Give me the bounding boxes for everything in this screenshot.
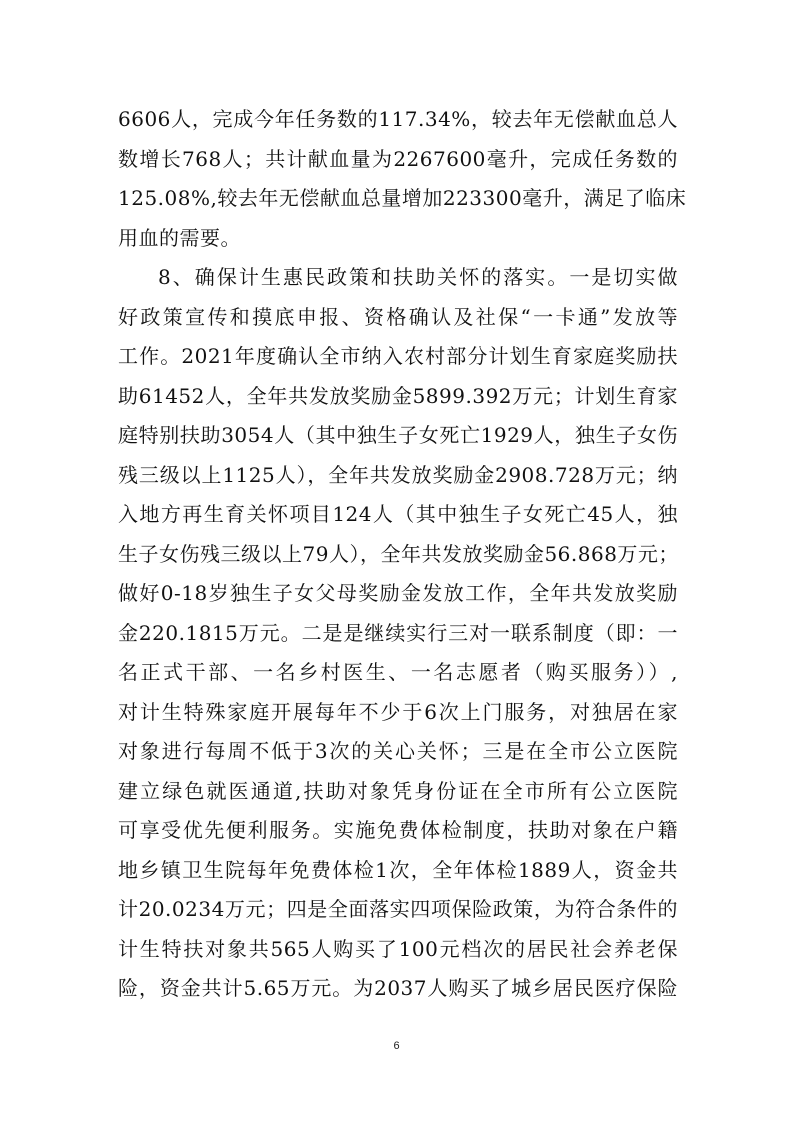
text-line: 好政策宣传和摸底申报、资格确认及社保“一卡通”发放等 xyxy=(118,304,678,329)
text-line: 金220.1815万元。二是是继续实行三对一联系制度（即：一 xyxy=(118,620,678,645)
text-line: 生子女伤残三级以上79人），全年共发放奖励金56.868万元； xyxy=(118,541,679,566)
text-line: 计20.0234万元；四是全面落实四项保险政策，为符合条件的 xyxy=(118,897,678,921)
text-line: 入地方再生育关怀项目124人（其中独生子女死亡45人，独 xyxy=(118,502,678,526)
text-line: 6606人，完成今年任务数的117.34%，较去年无偿献血总人 xyxy=(118,107,678,131)
text-line: 庭特别扶助3054人（其中独生子女死亡1929人，独生子女伤 xyxy=(118,423,678,447)
text-line: 做好0-18岁独生子女父母奖励金发放工作，全年共发放奖励 xyxy=(118,581,678,605)
body-text xyxy=(118,100,687,1009)
text-line: 可享受优先便利服务。实施免费体检制度，扶助对象在户籍 xyxy=(118,818,678,842)
text-line: 对计生特殊家庭开展每年不少于6次上门服务，对独居在家 xyxy=(118,699,678,724)
text-line: 地乡镇卫生院每年免费体检1次，全年体检1889人，资金共 xyxy=(118,857,678,882)
page-number: 6 xyxy=(393,1040,400,1052)
text-line: 建立绿色就医通道,扶助对象凭身份证在全市所有公立医院 xyxy=(118,778,678,803)
text-line: 对象进行每周不低于3次的关心关怀；三是在全市公立医院 xyxy=(118,739,678,763)
text-line: 残三级以上1125人），全年共发放奖励金2908.728万元；纳 xyxy=(118,462,678,487)
text-line: 用血的需要。 xyxy=(118,225,241,250)
text-line: 名正式干部、一名乡村医生、一名志愿者（购买服务））, xyxy=(118,660,678,684)
text-line: 数增长768人；共计献血量为2267600毫升，完成任务数的 xyxy=(118,146,678,171)
text-line: 125.08%,较去年无偿献血总量增加223300毫升，满足了临床 xyxy=(118,186,687,210)
text-line: 计生特扶对象共565人购买了100元档次的居民社会养老保 xyxy=(118,936,678,961)
paragraph-first-line: 8、确保计生惠民政策和扶助关怀的落实。一是切实做 xyxy=(158,265,678,289)
text-line: 险，资金共计5.65万元。为2037人购买了城乡居民医疗保险 xyxy=(118,976,678,1000)
text-line: 助61452人，全年共发放奖励金5899.392万元；计划生育家 xyxy=(118,383,678,408)
text-line: 工作。2021年度确认全市纳入农村部分计划生育家庭奖励扶 xyxy=(118,344,678,368)
